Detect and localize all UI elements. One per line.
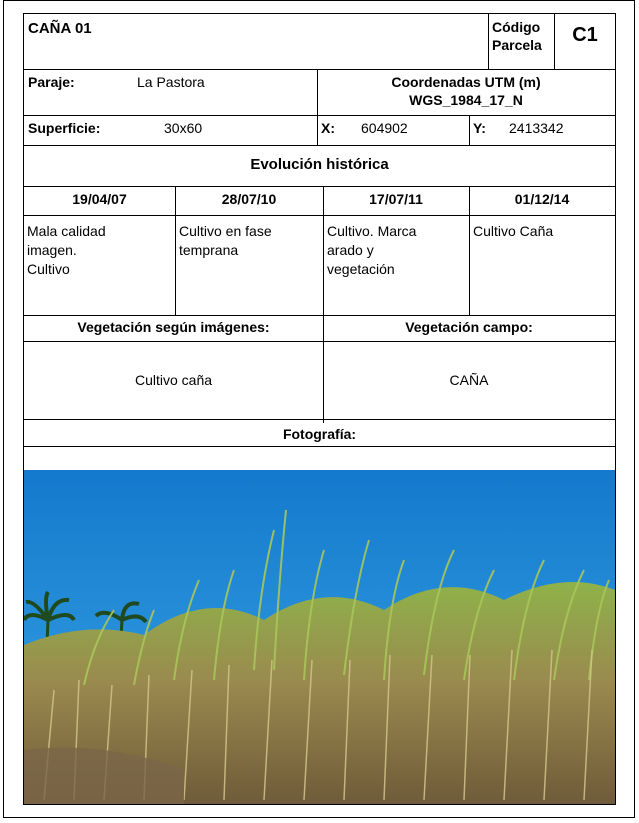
row-divider (24, 446, 615, 447)
note-line: imagen. (27, 242, 77, 258)
coords-label-line1: Coordenadas UTM (m) (391, 74, 541, 90)
row-divider (24, 115, 615, 116)
row-divider (24, 186, 615, 187)
photo-label: Fotografía: (282, 426, 357, 442)
divider (469, 186, 470, 315)
history-date-1: 19/04/07 (72, 191, 127, 207)
divider (317, 115, 318, 145)
note-line: Cultivo. Marca (327, 223, 417, 239)
vegetation-field-value: CAÑA (449, 372, 489, 388)
history-note-4 (473, 222, 613, 241)
divider (175, 186, 176, 315)
row-divider (24, 315, 615, 316)
history-note-2 (179, 222, 321, 260)
x-label: X: (321, 120, 335, 136)
coords-label (317, 73, 615, 109)
surface-label: Superficie: (28, 120, 101, 136)
y-value: 2413342 (509, 120, 564, 136)
note-line: Mala calidad (27, 223, 106, 239)
row-divider (24, 215, 615, 216)
history-title: Evolución histórica (250, 156, 389, 173)
parcel-code: C1 (572, 24, 598, 46)
row-divider (24, 419, 615, 420)
history-note-1 (27, 222, 173, 279)
paraje-value: La Pastora (137, 74, 205, 90)
note-line: Cultivo Caña (473, 223, 554, 239)
history-date-2: 28/07/10 (221, 191, 277, 207)
sugarcane-field-image (24, 470, 615, 804)
code-label (492, 18, 556, 54)
note-line: Cultivo en fase (179, 223, 272, 239)
note-line: vegetación (327, 261, 395, 277)
parcel-sheet (23, 13, 616, 805)
code-label-line1: Código (492, 19, 541, 35)
history-note-3 (327, 222, 467, 279)
vegetation-images-label: Vegetación según imágenes: (77, 319, 270, 335)
divider (488, 14, 489, 69)
parcel-title: CAÑA 01 (28, 20, 92, 37)
y-label: Y: (473, 120, 486, 136)
row-divider (24, 69, 615, 70)
note-line: arado y (327, 242, 374, 258)
sugarcane-photo (24, 470, 615, 804)
surface-value: 30x60 (164, 120, 203, 136)
vegetation-field-label: Vegetación campo: (405, 319, 533, 335)
code-label-line2: Parcela (492, 37, 542, 53)
note-line: Cultivo (27, 261, 70, 277)
note-line: temprana (179, 242, 239, 258)
paraje-label: Paraje: (28, 74, 75, 90)
divider (469, 115, 470, 145)
vegetation-images-value: Cultivo caña (134, 372, 213, 388)
coords-label-line2: WGS_1984_17_N (409, 92, 523, 108)
x-value: 604902 (361, 120, 408, 136)
history-date-4: 01/12/14 (514, 191, 570, 207)
row-divider (24, 341, 615, 342)
row-divider (24, 145, 615, 146)
history-date-3: 17/07/11 (369, 191, 423, 207)
